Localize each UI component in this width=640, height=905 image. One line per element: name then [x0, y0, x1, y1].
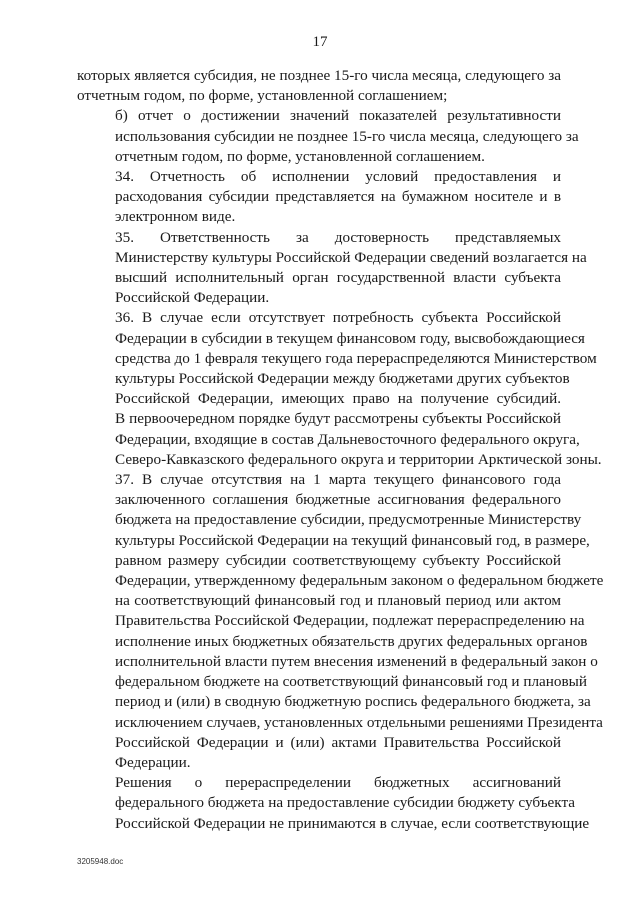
- text-line: федеральном бюджете на соответствующий финансовый год и плановый: [115, 673, 588, 691]
- text-line: 36. В случае если отсутствует потребность субъекта Российской: [115, 309, 561, 327]
- text-line: Северо-Кавказского федерального округа и территории Арктической зоны.: [115, 450, 602, 468]
- text-line: Федерации, входящие в состав Дальневосточного федерального округа,: [115, 430, 580, 448]
- page-number: 17: [312, 34, 328, 50]
- text-line: б) отчет о достижении значений показателей результативности: [115, 107, 561, 125]
- text-line: 37. В случае отсутствия на 1 марта текущего финансового года: [115, 471, 561, 489]
- text-line: Российской Федерации не принимаются в случае, если соответствующие: [115, 814, 590, 832]
- text-line: 34. Отчетность об исполнении условий предоставления и: [115, 168, 561, 186]
- paragraph-decisions: [77, 773, 590, 834]
- paragraph-item-b: [77, 106, 579, 167]
- text-line: Российской Федерации.: [115, 289, 270, 307]
- text-line: бюджета на предоставление субсидии, предусмотренные Министерству: [115, 511, 582, 529]
- paragraph-34: [77, 167, 561, 228]
- text-line: исполнительной власти путем внесения изменений в федеральный закон о: [115, 652, 598, 670]
- paragraph-36: [77, 308, 602, 470]
- footer-file-name: 3205948.doc: [77, 857, 124, 866]
- paragraph-35: [77, 228, 587, 309]
- text-line: равном размеру субсидии соответствующему субъекту Российской: [115, 551, 561, 569]
- text-line: Министерству культуры Российской Федерации сведений возлагается на: [115, 248, 587, 266]
- text-line: исполнение иных бюджетных обязательств других федеральных органов: [115, 632, 588, 650]
- text-line: Федерации.: [115, 753, 191, 771]
- text-line: Федерации в субсидии в текущем финансовом году, высвобождающиеся: [115, 329, 585, 347]
- text-line: В первоочередном порядке будут рассмотрены субъекты Российской: [115, 410, 561, 428]
- text-line: культуры Российской Федерации между бюджетами других субъектов: [115, 370, 570, 388]
- document-body: [77, 66, 604, 834]
- text-line: средства до 1 февраля текущего года перераспределяются Министерством: [115, 349, 597, 367]
- text-line: высший исполнительный орган государственной власти субъекта: [115, 269, 561, 287]
- text-line: 35. Ответственность за достоверность представляемых: [115, 228, 561, 246]
- text-line: Решения о перераспределении бюджетных ассигнований: [115, 774, 561, 792]
- paragraph-continuation: [77, 66, 561, 106]
- paragraph-37: [77, 470, 604, 773]
- text-line: исключением случаев, установленных отдельными решениями Президента: [115, 713, 603, 731]
- text-line: Федерации, утвержденному федеральным законом о федеральном бюджете: [115, 572, 604, 590]
- text-line: период и (или) в сводную бюджетную роспись федерального бюджета, за: [115, 693, 591, 711]
- text-line: на соответствующий финансовый год и плановый период или актом: [115, 592, 561, 610]
- text-line: использования субсидии не позднее 15-го числа месяца, следующего за: [115, 127, 579, 145]
- text-line: которых является субсидия, не позднее 15-го числа месяца, следующего за: [77, 67, 562, 84]
- text-line: электронном виде.: [115, 208, 236, 226]
- text-line: Российской Федерации, имеющих право на получение субсидий.: [115, 390, 561, 408]
- text-line: Российской Федерации и (или) актами Правительства Российской: [115, 733, 561, 751]
- text-line: Правительства Российской Федерации, подлежат перераспределению на: [115, 612, 585, 630]
- text-line: культуры Российской Федерации на текущий финансовый год, в размере,: [115, 531, 590, 549]
- text-line: расходования субсидии представляется на бумажном носителе и в: [115, 188, 561, 206]
- text-line: отчетным годом, по форме, установленной соглашением;: [77, 87, 448, 105]
- text-line: отчетным годом, по форме, установленной соглашением.: [115, 147, 485, 165]
- text-line: федерального бюджета на предоставление субсидии бюджету субъекта: [115, 794, 576, 812]
- text-line: заключенного соглашения бюджетные ассигнования федерального: [115, 491, 561, 509]
